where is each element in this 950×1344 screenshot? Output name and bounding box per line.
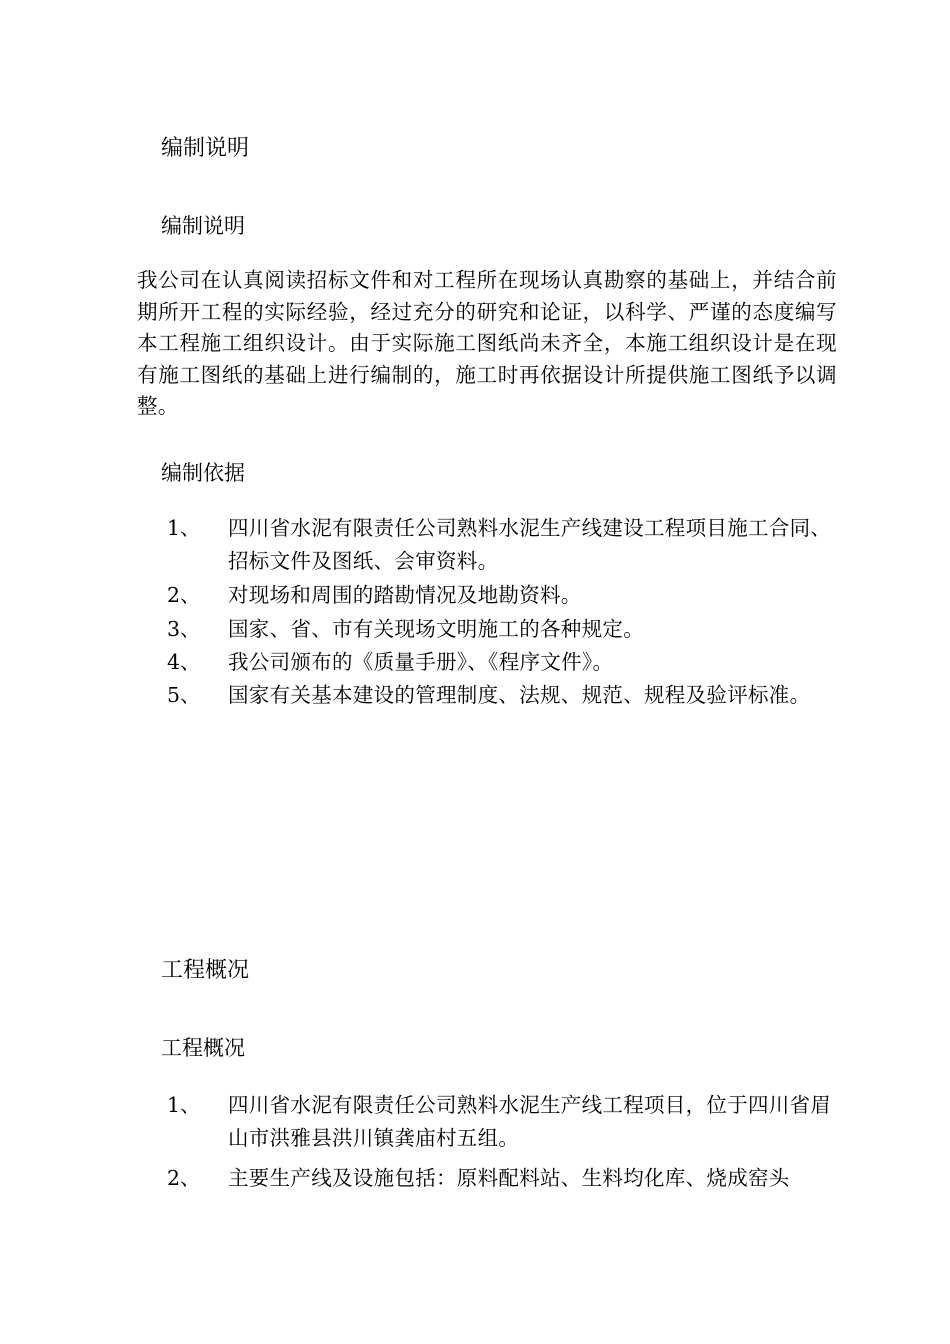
list-item xyxy=(167,1089,857,1155)
list-item xyxy=(167,579,857,612)
list-item-text: 主要生产线及设施包括：原料配料站、生料均化库、烧成窑头 xyxy=(228,1166,790,1190)
list-item-text: 国家有关基本建设的管理制度、法规、规范、规程及验评标准。 xyxy=(228,683,811,707)
compilation-notes-paragraph: 我公司在认真阅读招标文件和对工程所在现场认真勘察的基础上，并结合前期所开工程的实际经验，经过充分的研究和论证，以科学、严谨的态度编写本工程施工组织设计。由于实际施工图纸尚未齐全，本施工组织设计是在现有施工图纸的基础上进行编制的，施工时再依据设计所提供施工图纸予以调整。 xyxy=(137,268,837,418)
list-item-text: 四川省水泥有限责任公司熟料水泥生产线工程项目，位于四川省眉山市洪雅县洪川镇龚庙村五组。 xyxy=(228,1093,832,1150)
list-item-number: 3、 xyxy=(167,617,201,641)
subheading-compilation-basis: 编制依据 xyxy=(161,461,245,485)
list-item xyxy=(167,646,857,679)
list-item-number: 4、 xyxy=(167,650,201,674)
list-item xyxy=(167,679,857,712)
section-heading-project-overview: 工程概况 xyxy=(161,958,250,983)
list-item-number: 5、 xyxy=(167,683,201,707)
list-item xyxy=(167,512,857,578)
list-item-number: 2、 xyxy=(167,1166,201,1190)
subheading-project-overview: 工程概况 xyxy=(161,1036,245,1060)
list-item-number: 2、 xyxy=(167,583,201,607)
list-item xyxy=(167,1162,857,1195)
list-item-number: 1、 xyxy=(167,1093,201,1117)
list-item-text: 国家、省、市有关现场文明施工的各种规定。 xyxy=(228,617,644,641)
subheading-compilation-notes: 编制说明 xyxy=(161,214,245,238)
list-item-text: 对现场和周围的踏勘情况及地勘资料。 xyxy=(228,583,582,607)
list-item-text: 四川省水泥有限责任公司熟料水泥生产线建设工程项目施工合同、招标文件及图纸、会审资料。 xyxy=(228,516,832,573)
list-item-text: 我公司颁布的《质量手册》、《程序文件》。 xyxy=(228,650,614,674)
list-item-number: 1、 xyxy=(167,516,201,540)
section-heading-compilation-notes: 编制说明 xyxy=(161,136,250,161)
list-item xyxy=(167,613,857,646)
